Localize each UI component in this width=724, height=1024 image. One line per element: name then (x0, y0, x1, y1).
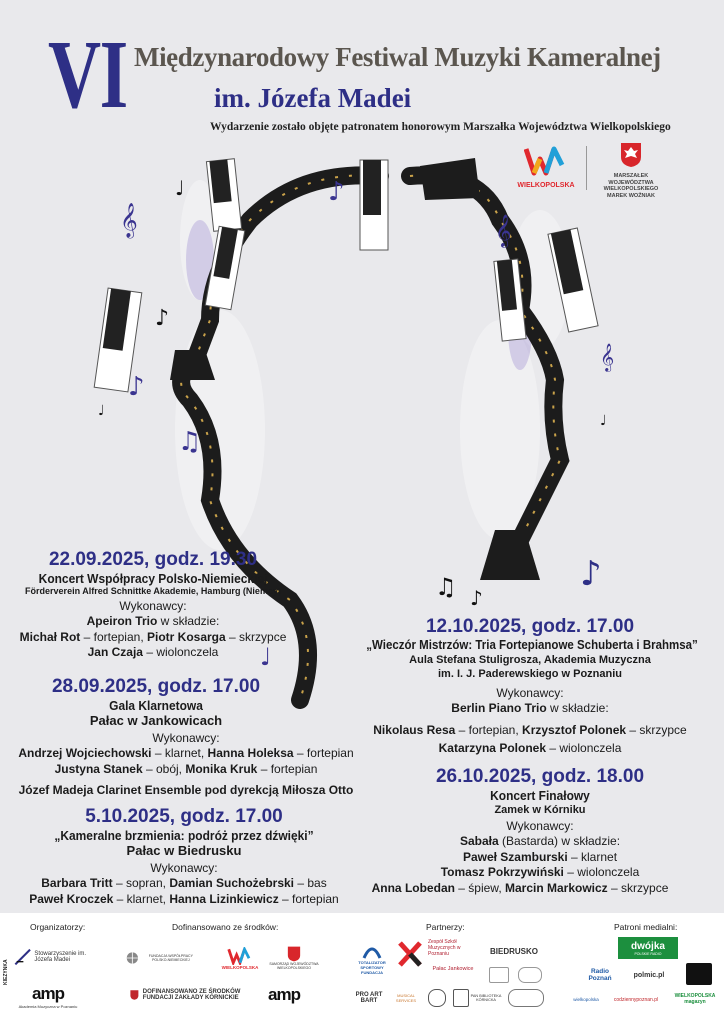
wielkopolska-magazyn-text: WIELKOPOLSKA magazyn (674, 993, 716, 1005)
event-1-performer-line-2 (18, 645, 288, 661)
palac-jankowice-logo (428, 961, 478, 977)
event-5-date: 26.10.2025, godz. 18.00 (435, 766, 645, 787)
event-4-ensemble-name: Berlin Piano Trio (451, 701, 547, 715)
amp-logo-subtext: Akademia Muzyczna w Poznaniu (18, 1003, 78, 1009)
performer-name: Nikolaus Resa (373, 722, 456, 737)
svg-text:𝄞: 𝄞 (600, 343, 615, 371)
wielkopolska-magazyn-logo (670, 991, 720, 1007)
sponsors-footer (0, 913, 724, 1024)
event-4-performers-heading: Wykonawcy: (496, 686, 564, 700)
performer-name: Hanna Holeksa (207, 746, 294, 760)
x-logo (396, 939, 424, 969)
performer-name: Paweł Kroczek (29, 891, 114, 906)
event-3-performer-line-2 (14, 892, 354, 908)
event-1-subtitle: Förderverein Alfred Schnittke Akademie, Hamburg (Niemcy) (25, 586, 281, 596)
musical-services-text: MUSICAL SERVICES (395, 993, 417, 1003)
festival-title-dedication: im. Józefa Madei (214, 83, 412, 113)
event-2 (16, 676, 356, 799)
dwojka-subtext: POLSKIE RADIO (634, 951, 662, 956)
svg-text:♩: ♩ (175, 176, 185, 200)
performer-role: – klarnet, (113, 891, 170, 906)
funding-wielkopolska-logo (218, 941, 262, 975)
performer-name: Marcin Markowicz (504, 880, 608, 895)
svg-text:♪: ♪ (155, 306, 170, 331)
event-1-title: Koncert Współpracy Polsko-Niemieckiej (38, 571, 268, 586)
kornik-crest-icon (130, 986, 139, 1004)
performer-name: Justyna Stanek (54, 761, 143, 776)
partner-crest-icon (453, 989, 469, 1007)
palac-jankowice-text: Pałac Jankowice (432, 966, 474, 972)
performer-name: Michał Rot (19, 629, 81, 644)
partner-emblem-icon (508, 989, 544, 1007)
x-mark-icon (398, 941, 422, 967)
event-5-place: Zamek w Kórniku (494, 804, 586, 816)
event-2-place: Pałac w Jankowicach (89, 713, 223, 728)
organizers-heading: Organizatorzy: (30, 922, 86, 932)
performer-role: – śpiew, (454, 880, 505, 895)
dwojka-text: dwójka (631, 940, 665, 952)
biblioteka-kornicka-text: PAN BIBLIOTEKA KÓRNICKA (470, 994, 502, 1002)
svg-text:♩: ♩ (98, 403, 105, 419)
festival-edition-numeral: VI (48, 21, 127, 129)
event-2-title: Gala Klarnetowa (109, 698, 203, 713)
wielkopolska-logo-text: WIELKOPOLSKA (517, 182, 575, 189)
marszalek-line-3: WIELKOPOLSKIEGO (603, 186, 659, 192)
svg-text:♫: ♫ (435, 573, 457, 601)
performer-name: Barbara Tritt (41, 876, 113, 890)
conductor-icon (14, 944, 31, 970)
event-5-performer-line-3 (332, 881, 708, 897)
event-2-performers-heading: Wykonawcy: (152, 731, 220, 745)
totalizator-icon (362, 944, 382, 960)
performer-name: Piotr Kosarga (147, 629, 226, 644)
amp-logo (18, 983, 78, 1009)
svg-text:𝄞: 𝄞 (495, 214, 512, 247)
event-5-performers-heading: Wykonawcy: (506, 819, 574, 833)
marszalek-line-1: MARSZAŁEK (613, 173, 649, 179)
svg-text:♩: ♩ (260, 643, 272, 671)
festival-title: Międzynarodowy Festiwal Muzyki Kameralnej (134, 42, 661, 72)
performer-name: Jan Czaja (87, 645, 143, 659)
event-4-place-line-1: Aula Stefana Stuligrosza, Akademia Muzyczna (409, 654, 651, 666)
eagle-crest-icon (287, 946, 301, 962)
event-5-title: Koncert Finałowy (490, 788, 590, 803)
performer-name: Monika Kruk (185, 761, 258, 776)
performer-name: Andrzej Wojciechowski (18, 746, 152, 760)
performer-name: Paweł Szamburski (462, 849, 568, 864)
event-4-title: „Wieczór Mistrzów: Tria Fortepianowe Schuberta i Brahmsa” (366, 638, 698, 652)
zaklady-kornickie-text: DOFINANSOWANO ZE ŚRODKÓW FUNDACJI ZAKŁADY KÓRNICKIE (142, 989, 241, 1001)
event-5-ensemble (372, 834, 708, 850)
samorzad-text: SAMORZĄD WOJEWÓDZTWA WIELKOPOLSKIEGO (269, 962, 319, 970)
totalizator-logo (352, 939, 392, 979)
marszalek-line-4: MAREK WOŹNIAK (607, 192, 655, 199)
svg-text:♪: ♪ (328, 177, 345, 207)
radio-poznan-text: Radio Poznań (588, 968, 612, 982)
performer-role: – wiolonczela (142, 645, 219, 659)
biedrusko-logo (484, 941, 544, 961)
funding-wielkopolska-text: WIELKOPOLSKA (221, 964, 259, 970)
fundacja-wspolpracy-text: FUNDACJA WSPÓŁPRACY POLSKO-NIEMIECKIEJ (148, 954, 193, 962)
marszalek-line-2: WOJEWÓDZTWA (608, 179, 654, 186)
event-5-performer-line-2 (372, 865, 708, 881)
performer-name: Tomasz Pokrzywiński (440, 865, 564, 879)
dwojka-logo (618, 937, 678, 959)
performer-role: – fortepian (293, 746, 354, 760)
svg-text:𝄞: 𝄞 (120, 203, 138, 238)
samorzad-logo (268, 941, 320, 975)
event-1-ensemble-name: Apeiron Trio (86, 614, 158, 628)
event-3-performers-heading: Wykonawcy: (150, 861, 218, 875)
pro-art-bart-text: PRO ART BART (355, 992, 383, 1004)
performer-role: – klarnet (567, 849, 618, 864)
event-1-ensemble (18, 614, 288, 630)
funding-amp-logo (254, 983, 314, 1007)
totalizator-text: TOTALIZATOR SPORTOWY FUNDACJA (358, 959, 386, 975)
stowarzyszenie-logo-text: Stowarzyszenie im. Józefa Madei (34, 951, 87, 963)
event-1-performers-heading: Wykonawcy: (119, 599, 187, 613)
event-4-performer-line-1 (352, 723, 708, 739)
biblioteka-kornicka-logo (470, 987, 502, 1009)
media-heading: Patroni medialni: (614, 922, 678, 932)
event-1 (18, 549, 288, 661)
performer-role: – klarnet, (151, 746, 208, 760)
polmic-logo (624, 965, 674, 985)
codzienny-poznan-logo (606, 993, 666, 1007)
event-4-ensemble (352, 701, 708, 717)
svg-text:♩: ♩ (600, 413, 607, 429)
performer-role: – fortepian (278, 891, 339, 906)
performer-role: – fortepian (257, 761, 318, 776)
radio-poznan-logo (580, 965, 620, 985)
event-4-date: 12.10.2025, godz. 17.00 (425, 616, 635, 637)
event-2-performer-line-1 (16, 746, 356, 762)
event-5-performer-line-1 (372, 850, 708, 866)
event-2-date: 28.09.2025, godz. 17.00 (51, 676, 261, 697)
performer-role: – skrzypce (607, 880, 669, 895)
event-3-performer-line-1 (14, 876, 354, 892)
musical-services-logo (390, 987, 422, 1009)
event-5 (372, 766, 708, 896)
partner-oval-icon (518, 967, 542, 983)
zespol-szkol-logo (428, 937, 478, 959)
patronage-note: Wydarzenie zostało objęte patronatem honorowym Marszałka Województwa Wielkopolskiego (210, 121, 671, 133)
event-3 (14, 806, 354, 907)
event-3-title: „Kameralne brzmienia: podróż przez dźwięki” (54, 828, 314, 843)
event-4-ensemble-suffix: w składzie: (546, 701, 609, 715)
stowarzyszenie-logo (14, 943, 94, 971)
performer-role: – fortepian, (80, 629, 147, 644)
event-3-place: Pałac w Biedrusku (126, 843, 242, 858)
event-1-ensemble-suffix: w składzie: (157, 614, 220, 628)
globe-icon (126, 949, 139, 967)
performer-name: Hanna Lizinkiewicz (169, 891, 279, 906)
performer-role: – fortepian, (455, 722, 523, 737)
event-4-performer-line-2 (352, 741, 708, 757)
event-4 (352, 616, 708, 757)
polmic-text: polmic.pl (633, 971, 665, 979)
zespol-szkol-text: Zespół Szkół Muzycznych w Poznaniu (428, 939, 461, 957)
clarinet-top-bell-icon (420, 158, 480, 200)
performer-name: Damian Suchożebrski (169, 876, 295, 890)
media-tv-icon (686, 963, 712, 985)
event-5-ensemble-suffix: (Bastarda) w składzie: (498, 834, 621, 848)
performer-name: Katarzyna Polonek (438, 741, 546, 755)
funding-heading: Dofinansowano ze środków: (172, 922, 279, 932)
pro-art-bart-logo (352, 987, 386, 1009)
event-1-date: 22.09.2025, godz. 19.30 (48, 549, 258, 570)
performer-role: – sopran, (112, 876, 170, 890)
svg-text:♪: ♪ (128, 372, 145, 402)
funding-amp-text: amp (268, 985, 300, 1004)
event-3-date: 5.10.2025, godz. 17.00 (85, 806, 283, 827)
wielkopolska-media-logo (568, 989, 604, 1009)
svg-text:♫: ♫ (178, 427, 202, 457)
side-label: KIEZYNKA (3, 959, 9, 985)
biedrusko-text: BIEDRUSKO (489, 946, 538, 956)
performer-role: – wiolonczela (563, 865, 640, 879)
performer-role: – bas (294, 876, 327, 890)
event-1-performer-line-1 (18, 630, 288, 646)
performer-role: – skrzypce (225, 629, 287, 644)
event-2-ensemble: Józef Madeja Clarinet Ensemble pod dyrekcją Miłosza Otto (18, 783, 354, 797)
performer-role: – obój, (142, 761, 186, 776)
performer-name: Krzysztof Polonek (522, 722, 627, 737)
wielkopolska-media-text: wielkopolska (573, 996, 599, 1002)
svg-text:♪: ♪ (470, 586, 483, 610)
performer-role: – skrzypce (626, 722, 687, 737)
event-5-ensemble-name: Sabała (459, 834, 499, 848)
event-4-place-line-2: im. I. J. Paderewskiego w Poznaniu (438, 668, 622, 680)
fundacja-wspolpracy-logo (126, 941, 200, 975)
zaklady-kornickie-logo (130, 983, 250, 1007)
partners-heading: Partnerzy: (426, 922, 465, 932)
event-2-performer-line-2 (16, 762, 356, 778)
performer-name: Anna Lobedan (371, 880, 455, 895)
wielkopolska-w-icon (227, 947, 253, 965)
partner-badge-icon (489, 967, 509, 983)
svg-text:♪: ♪ (580, 554, 602, 594)
codzienny-poznan-text: codziennypoznan.pl (613, 997, 659, 1003)
amp-logo-text: amp (32, 983, 64, 1003)
performer-role: – wiolonczela (546, 741, 622, 755)
partner-seal-icon (428, 989, 446, 1007)
